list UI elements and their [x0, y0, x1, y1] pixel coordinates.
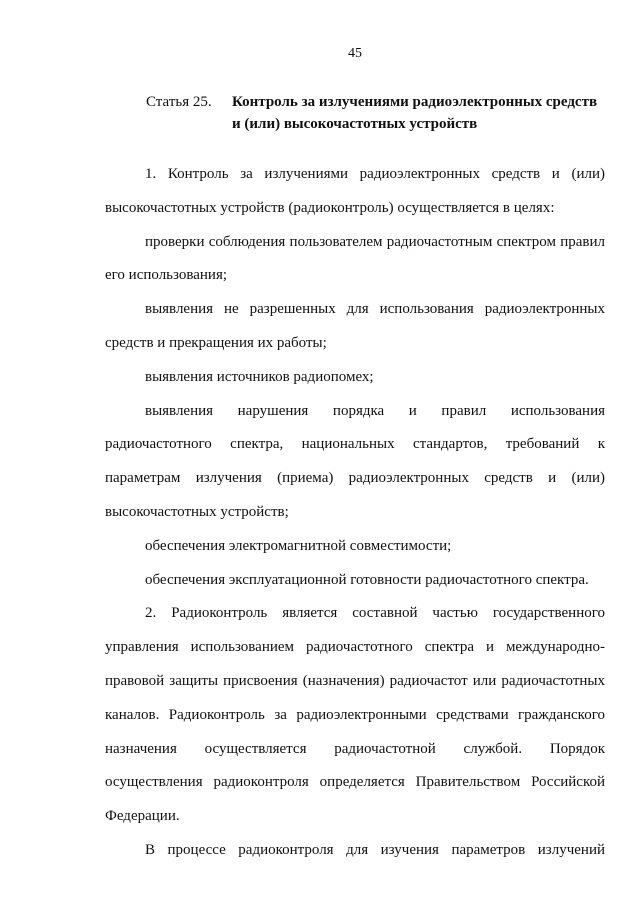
- article-title: [232, 91, 611, 135]
- text-line: выявления источников радиопомех;: [145, 368, 374, 385]
- article-heading: [146, 91, 611, 135]
- article-title-line: Контроль за излучениями радиоэлектронных средств: [232, 94, 598, 110]
- article-label: Статья 25.: [146, 94, 212, 110]
- article-title-line: и (или) высокочастотных устройств: [232, 116, 478, 132]
- text-line: высокочастотных устройств (радиоконтроль) осуществляется в целях:: [105, 199, 555, 216]
- text-line: проверки соблюдения пользователем радиочастотным спектром правил: [145, 233, 605, 250]
- text-line: радиочастотного спектра, национальных стандартов, требований к: [105, 436, 605, 453]
- text-line: его использования;: [105, 267, 228, 284]
- text-line: каналов. Радиоконтроль за радиоэлектронными средствами гражданского: [105, 706, 605, 723]
- text-line: В процессе радиоконтроля для изучения параметров излучений: [145, 841, 605, 858]
- text-line: назначения осуществляется радиочастотной службой. Порядок: [105, 740, 605, 757]
- text-line: параметрам излучения (приема) радиоэлектронных средств и (или): [105, 470, 605, 487]
- text-line: управления использованием радиочастотного спектра и международно-: [105, 639, 605, 656]
- text-line: осуществления радиоконтроля определяется Правительством Российской: [105, 774, 605, 791]
- text-line: правовой защиты присвоения (назначения) радиочастот или радиочастотных: [105, 672, 605, 689]
- text-line: средств и прекращения их работы;: [105, 334, 327, 351]
- text-line: выявления не разрешенных для использования радиоэлектронных: [145, 301, 605, 318]
- text-line: обеспечения электромагнитной совместимости;: [145, 537, 452, 554]
- text-line: выявления нарушения порядка и правил использования: [145, 402, 605, 419]
- text-line: 2. Радиоконтроль является составной частью государственного: [145, 605, 605, 622]
- text-line: высокочастотных устройств;: [105, 503, 289, 520]
- document-body: [105, 158, 605, 868]
- text-line: Федерации.: [105, 808, 180, 825]
- text-line: 1. Контроль за излучениями радиоэлектронных средств и (или): [145, 166, 605, 182]
- page-number: 45: [348, 46, 362, 61]
- text-line: обеспечения эксплуатационной готовности радиочастотного спектра.: [145, 571, 589, 588]
